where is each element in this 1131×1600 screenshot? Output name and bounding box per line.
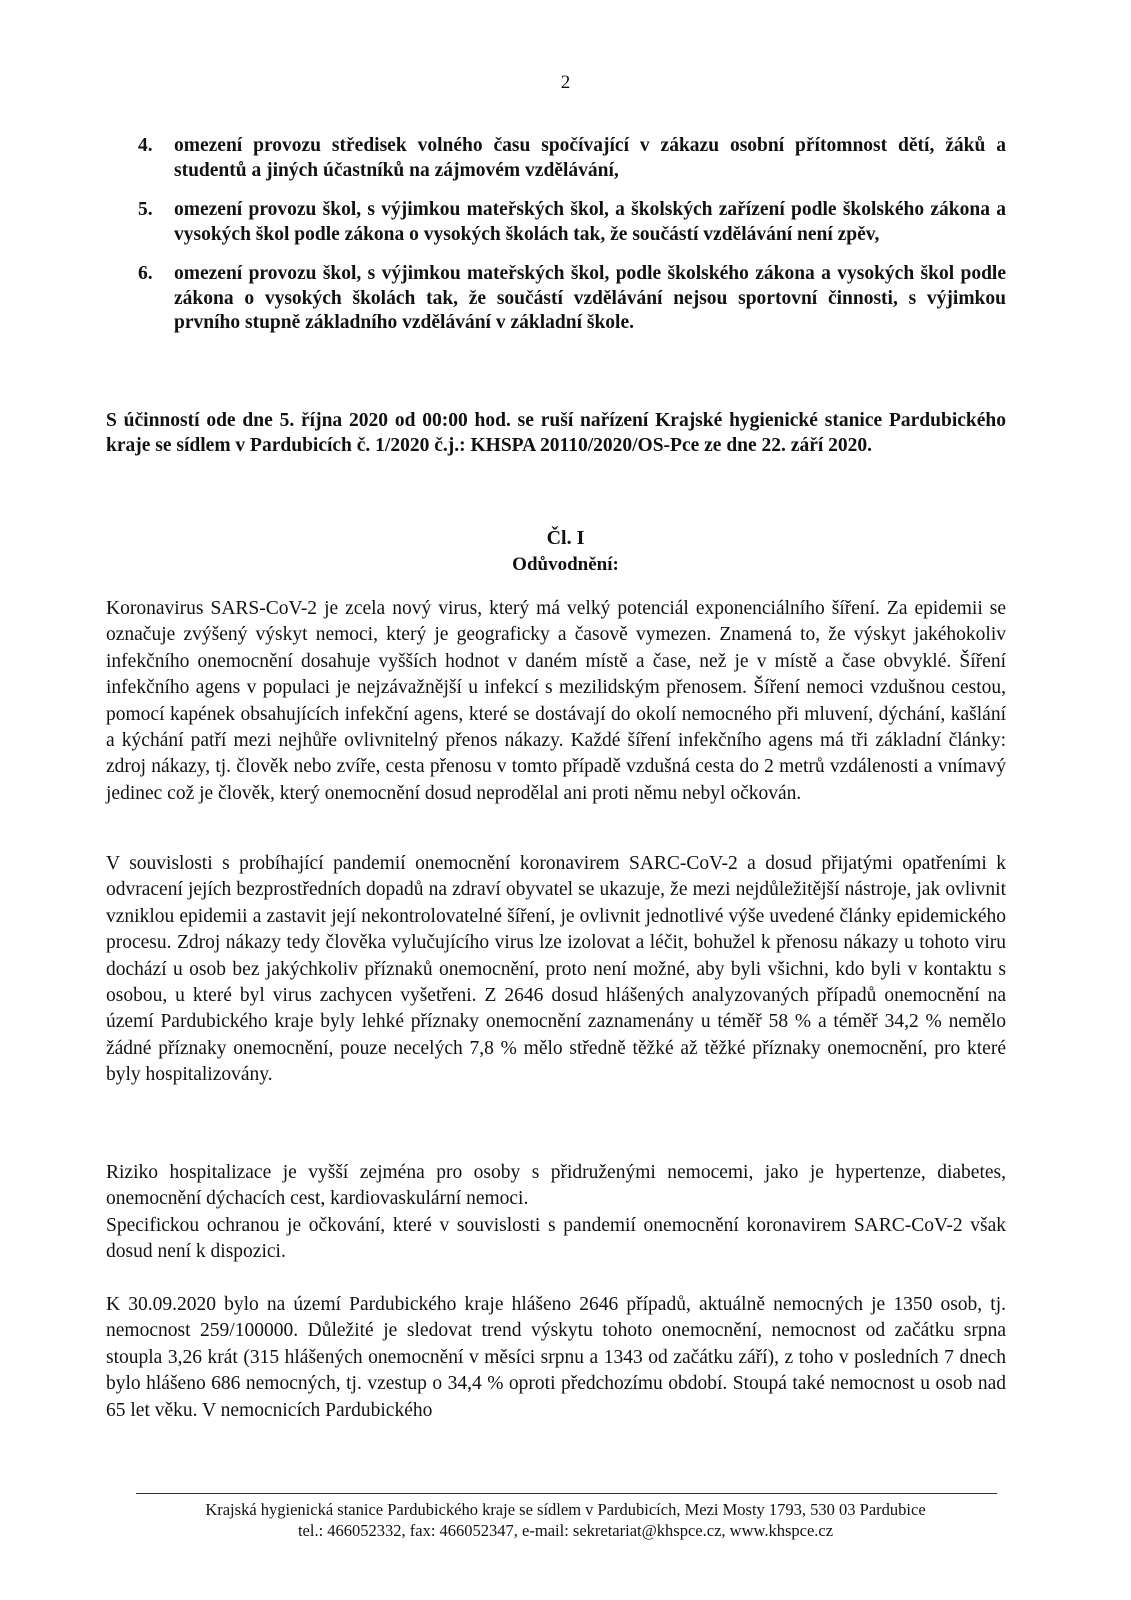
paragraph: Specifickou ochranou je očkování, které v souvislosti s pandemií onemocnění koronavirem SARC-CoV-2 však dosud není k dispozici.	[106, 1215, 1006, 1263]
article-title: Odůvodnění:	[512, 554, 619, 575]
list-item	[138, 134, 1006, 183]
paragraph: Riziko hospitalizace je vyšší zejména pro osoby s přidruženými nemocemi, jako je hypertenze, diabetes, onemocnění dýchacích cest, kardiovaskulární nemoci.	[106, 1162, 1006, 1210]
list-item	[138, 198, 1006, 247]
list-item-text: omezení provozu škol, s výjimkou mateřských škol, a školských zařízení podle školského zákona a vysokých škol podle zákona o vysokých školách tak, že součástí vzdělávání není zpěv,	[174, 199, 1006, 245]
measures-list	[138, 134, 1006, 351]
footer-contacts: tel.: 466052332, fax: 466052347, e-mail: sekretariat@khspce.cz, www.khspce.cz	[297, 1521, 834, 1540]
paragraph: Koronavirus SARS-CoV-2 je zcela nový virus, který má velký potenciál exponenciálního šíření. Za epidemii se označuje zvýšený výskyt nemoci, který je geograficky a časově vymezen. Znamená to, že výskyt jakéhokoliv infekčního onemocnění dosahuje vyšších hodnot v daném místě a čase, než je v místě a čase obvyklé. Šíření infekčního agens v populaci je nejzávažnější u infekcí s mezilidským přenosem. Šíření nemoci vzdušnou cestou, pomocí kapének obsahujících infekční agens, které se dostávají do okolí nemocného při mluvení, dýchání, kašlání a kýchání patří mezi nejhůře ovlivnitelný přenos nákazy. Každé šíření infekčního agens má tři základní články: zdroj nákazy, tj. člověk nebo zvíře, cesta přenosu v tomto případě vzdušná cesta do 2 metrů vzdálenosti a vnímavý jedinec což je člověk, který onemocnění dosud neprodělal ani proti němu nebyl očkován.	[106, 598, 1006, 804]
list-item-number: 6.	[138, 263, 153, 284]
article-number: Čl. I	[546, 527, 585, 549]
footer-divider	[136, 1493, 997, 1494]
footer	[0, 1499, 1131, 1541]
paragraph: V souvislosti s probíhající pandemií onemocnění koronavirem SARC-CoV-2 a dosud přijatými opatřeními k odvracení jejích bezprostředních dopadů na zdraví obyvatel se ukazuje, že mezi nejdůležitější nástroje, jak ovlivnit vzniklou epidemii a zastavit její nekontrolovatelné šíření, je ovlivnit jednotlivé výše uvedené články epidemického procesu. Zdroj nákazy tedy člověka vylučujícího virus lze izolovat a léčit, bohužel k přenosu nákazy u tohoto viru dochází u osob bez jakýchkoliv příznaků onemocnění, proto není možné, aby byli všichni, kdo byli v kontaktu s osobou, u které byl virus zachycen vyšetřeni. Z 2646 dosud hlášených analyzovaných případů onemocnění na území Pardubického kraje byly lehké příznaky onemocnění zaznamenány u téměř 58 % a téměř 34,2 % nemělo žádné příznaky onemocnění, pouze necelých 7,8 % mělo středně těžké až těžké příznaky onemocnění, pro které byly hospitalizovány.	[106, 853, 1006, 1086]
list-item	[138, 262, 1006, 336]
list-item-number: 4.	[138, 135, 153, 156]
list-item-text: omezení provozu středisek volného času spočívající v zákazu osobní přítomnost dětí, žáků a studentů a jiných účastníků na zájmovém vzdělávání,	[174, 135, 1006, 181]
effect-paragraph: S účinností ode dne 5. října 2020 od 00:00 hod. se ruší nařízení Krajské hygienické stanice Pardubického kraje se sídlem v Pardubicích č. 1/2020 č.j.: KHSPA 20110/2020/OS-Pce ze dne 22. září 2020.	[106, 410, 1006, 456]
page-number: 2	[560, 72, 571, 93]
list-item-text: omezení provozu škol, s výjimkou mateřských škol, podle školského zákona a vysokých škol podle zákona o vysokých školách tak, že součástí vzdělávání nejsou sportovní činnosti, s výjimkou prvního stupně základního vzdělávání v základní škole.	[174, 263, 1006, 333]
paragraph: K 30.09.2020 bylo na území Pardubického kraje hlášeno 2646 případů, aktuálně nemocných je 1350 osob, tj. nemocnost 259/100000. Důležité je sledovat trend výskytu tohoto onemocnění, nemocnost od začátku srpna stoupla 3,26 krát (315 hlášených onemocnění v měsíci srpnu a 1343 od začátku září), z toho v posledních 7 dnech bylo hlášeno 686 nemocných, tj. vzestup o 34,4 % oproti předchozímu období. Stoupá také nemocnost u osob nad 65 let věku. V nemocnicích Pardubického	[106, 1294, 1006, 1421]
footer-address: Krajská hygienická stanice Pardubického kraje se sídlem v Pardubicích, Mezi Mosty 1793, 530 03 Pardubice	[205, 1500, 926, 1519]
list-item-number: 5.	[138, 199, 153, 220]
